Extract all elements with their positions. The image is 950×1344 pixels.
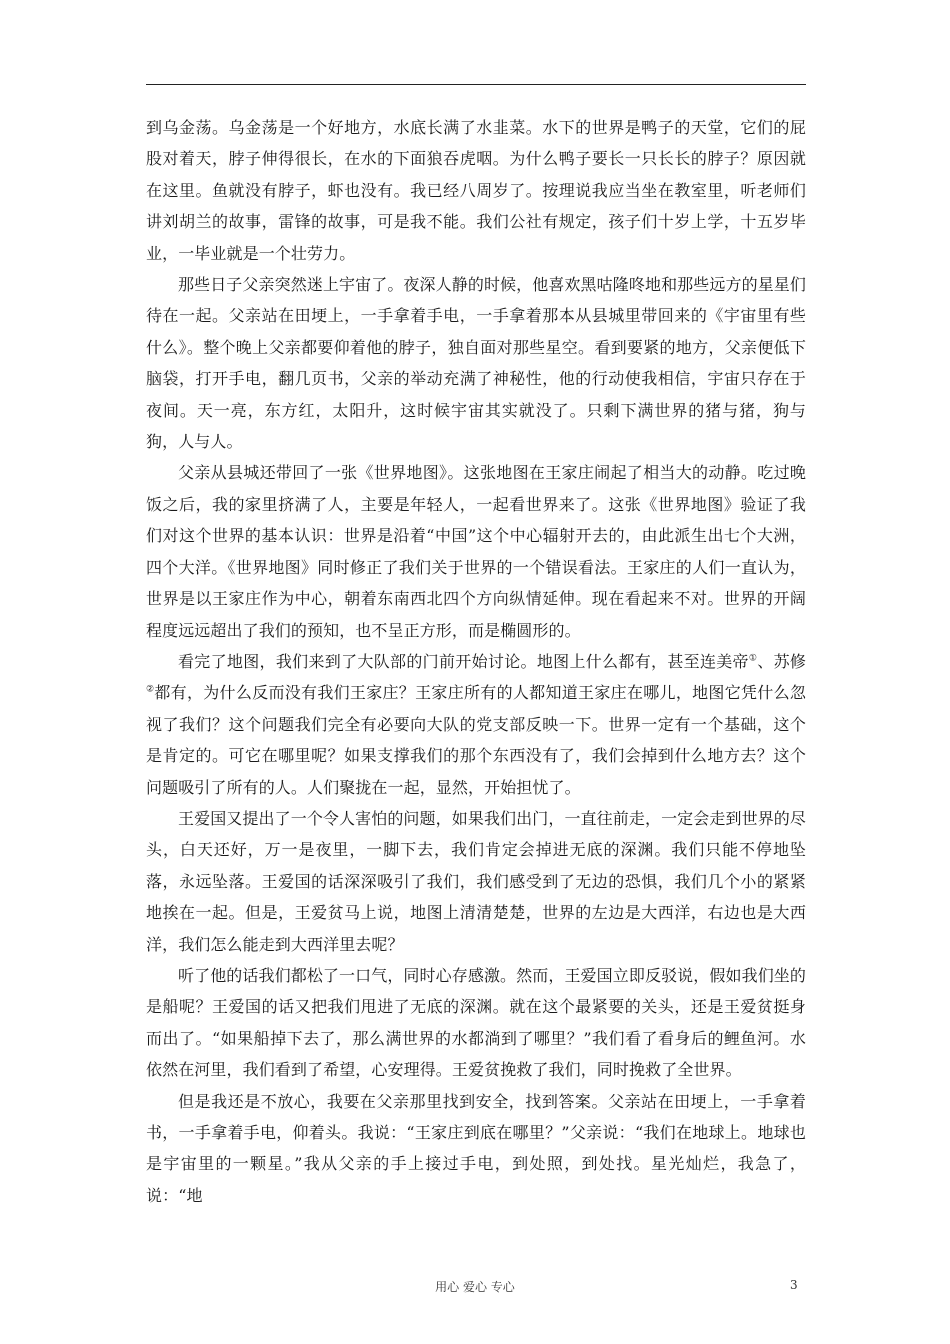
- paragraph: [146, 112, 806, 269]
- paragraph-text: 都有，为什么反而没有我们王家庄？王家庄所有的人都知道王家庄在哪儿，地图它凭什么忽视了我们？这个问题我们完全有必要向大队的党支部反映一下。世界一定有一个基础，这个是肯定的。可它在哪里呢？如果支撑我们的那个东西没有了，我们会掉到什么地方去？这个问题吸引了所有的人。人们聚拢在一起，显然，开始担忧了。: [146, 683, 806, 797]
- paragraph: [146, 646, 806, 803]
- footer-text: 用心 爱心 专心: [435, 1280, 515, 1294]
- paragraph-text: 到乌金荡。乌金荡是一个好地方，水底长满了水韭菜。水下的世界是鸭子的天堂，它们的屁股对着天，脖子伸得很长，在水的下面狼吞虎咽。为什么鸭子要长一只长长的脖子？原因就在这里。鱼就没有脖子，虾也没有。我已经八周岁了。按理说我应当坐在教室里，听老师们讲刘胡兰的故事，雷锋的故事，可是我不能。我们公社有规定，孩子们十岁上学，十五岁毕业，一毕业就是一个壮劳力。: [146, 118, 806, 263]
- footnote-marker: ①: [748, 653, 758, 664]
- paragraph-text: 听了他的话我们都松了一口气，同时心存感激。然而，王爱国立即反驳说，假如我们坐的是船呢？王爱国的话又把我们甩进了无底的深渊。就在这个最紧要的关头，还是王爱贫挺身而出了。“如果船掉下去了，那么满世界的水都淌到了哪里？”我们看了看身后的鲤鱼河。水依然在河里，我们看到了希望，心安理得。王爱贫挽救了我们，同时挽救了全世界。: [146, 965, 806, 1080]
- paragraph-text: 那些日子父亲突然迷上宇宙了。夜深人静的时候，他喜欢黑咕隆咚地和那些远方的星星们待在一起。父亲站在田埂上，一手拿着手电，一手拿着那本从县城里带回来的《宇宙里有些什么》。整个晚上父亲都要仰着他的脖子，独自面对那些星空。看到要紧的地方，父亲便低下脑袋，打开手电，翻几页书，父亲的举动充满了神秘性，他的行动使我相信，宇宙只存在于夜间。天一亮，东方红，太阳升，这时候宇宙其实就没了。只剩下满世界的猪与猪，狗与狗，人与人。: [146, 275, 806, 452]
- paragraph: [146, 960, 806, 1086]
- paragraph-text: 但是我还是不放心，我要在父亲那里找到安全，找到答案。父亲站在田埂上，一手拿着书，一手拿着手电，仰着头。我说：“王家庄到底在哪里？”父亲说：“我们在地球上。地球也是宇宙里的一颗星。”我从父亲的手上接过手电，到处照，到处找。星光灿烂，我急了，说：“地: [146, 1091, 806, 1205]
- paragraph: [146, 1086, 806, 1212]
- header-rule: [146, 84, 806, 85]
- paragraph-text: 看完了地图，我们来到了大队部的门前开始讨论。地图上什么都有，甚至连美帝: [178, 651, 749, 671]
- paragraph-text: 、苏修: [757, 651, 806, 671]
- paragraph-text: 王爱国又提出了一个令人害怕的问题，如果我们出门，一直往前走，一定会走到世界的尽头，白天还好，万一是夜里，一脚下去，我们肯定会掉进无底的深渊。我们只能不停地坠落，永远坠落。王爱国的话深深吸引了我们，我们感受到了无边的恐惧，我们几个小的紧紧地挨在一起。但是，王爱贫马上说，地图上清清楚楚，世界的左边是大西洋，右边也是大西洋，我们怎么能走到大西洋里去呢？: [146, 808, 806, 954]
- paragraph: [146, 457, 806, 645]
- footnote-marker: ②: [146, 684, 155, 695]
- page-number: 3: [790, 1278, 798, 1292]
- document-body: [146, 112, 806, 1211]
- paragraph-text: 父亲从县城还带回了一张《世界地图》。这张地图在王家庄闹起了相当大的动静。吃过晚饭之后，我的家里挤满了人，主要是年轻人，一起看世界来了。这张《世界地图》验证了我们对这个世界的基本认识：世界是沿着“中国”这个中心辐射开去的，由此派生出七个大洲，四个大洋。《世界地图》同时修正了我们关于世界的一个错误看法。王家庄的人们一直认为，世界是以王家庄作为中心，朝着东南西北四个方向纵情延伸。现在看起来不对。世界的开阔程度远远超出了我们的预知，也不呈正方形，而是椭圆形的。: [146, 463, 806, 640]
- paragraph: [146, 269, 806, 457]
- paragraph: [146, 803, 806, 960]
